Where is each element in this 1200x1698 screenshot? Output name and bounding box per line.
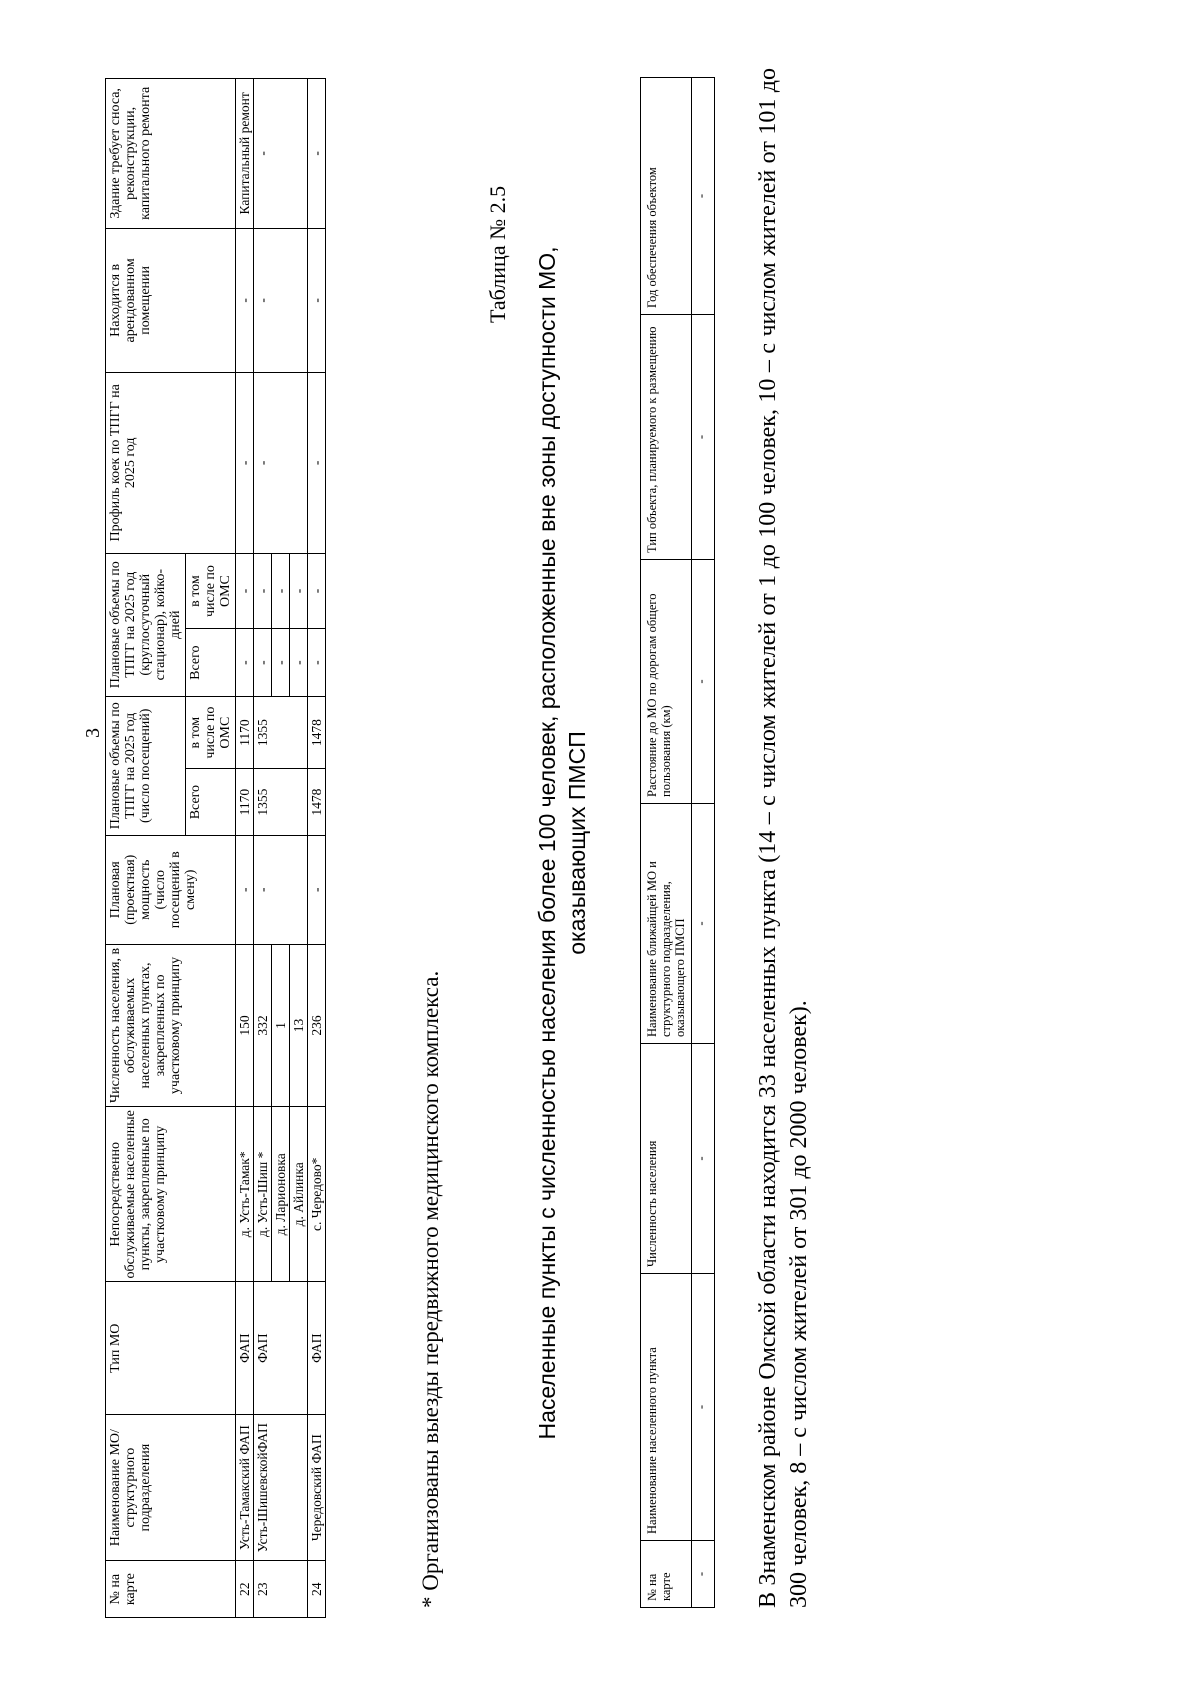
header-rented: Находится в арендованном помещении bbox=[106, 228, 236, 372]
table-header-row bbox=[106, 79, 186, 1618]
cell-distance: - bbox=[692, 560, 715, 804]
cell-capacity: - bbox=[308, 835, 326, 944]
cell-settlement-name: - bbox=[692, 1274, 715, 1541]
cell-population: 13 bbox=[290, 944, 308, 1106]
header-name: Наименование МО/структурного подразделения bbox=[106, 1414, 236, 1560]
cell-population: 332 bbox=[254, 944, 272, 1106]
header-distance: Расстояние до МО по дорогам общего пользования (км) bbox=[641, 560, 692, 804]
settlements-outside-zone-table bbox=[640, 77, 715, 1608]
cell-beds-oms: - bbox=[272, 553, 290, 629]
header-visits-oms: в том числе по ОМС bbox=[186, 696, 236, 769]
header-settlement-name: Наименование населенного пункта bbox=[641, 1274, 692, 1541]
cell-profile: - bbox=[236, 373, 254, 554]
cell-year: - bbox=[692, 78, 715, 315]
cell-settlement: с. Чередово* bbox=[308, 1107, 326, 1282]
cell-visits-total: 1355 bbox=[254, 769, 308, 835]
cell-beds-oms: - bbox=[236, 553, 254, 629]
cell-num: - bbox=[692, 1541, 715, 1608]
cell-population: 1 bbox=[272, 944, 290, 1106]
cell-population: 150 bbox=[236, 944, 254, 1106]
cell-visits-oms: 1355 bbox=[254, 696, 308, 769]
table-caption: Таблица № 2.5 bbox=[485, 185, 510, 323]
header-tpgg-beds: Плановые объемы по ТПГГ на 2025 год (круглосуточный стационар), койко-дней bbox=[106, 553, 186, 696]
table-row bbox=[308, 79, 326, 1618]
header-num: № на карте bbox=[106, 1561, 236, 1618]
cell-num: 22 bbox=[236, 1561, 254, 1618]
header-tpgg-visits: Плановые объемы по ТПГГ на 2025 год (число посещений) bbox=[106, 696, 186, 835]
cell-beds-total: - bbox=[254, 629, 272, 696]
table-header-row bbox=[641, 78, 692, 1608]
cell-visits-total: 1170 bbox=[236, 769, 254, 835]
cell-profile: - bbox=[254, 373, 308, 554]
section-heading bbox=[532, 78, 592, 1608]
table-row bbox=[254, 79, 272, 1618]
cell-visits-oms: 1170 bbox=[236, 696, 254, 769]
header-building: Здание требует сноса, реконструкции, капитального ремонта bbox=[106, 79, 236, 229]
cell-type: ФАП bbox=[236, 1282, 254, 1415]
cell-beds-oms: - bbox=[290, 553, 308, 629]
cell-building: - bbox=[308, 79, 326, 229]
cell-name: Усть-ШишевскойФАП bbox=[254, 1414, 308, 1560]
cell-num: 23 bbox=[254, 1561, 308, 1618]
header-type: Тип МО bbox=[106, 1282, 236, 1415]
header-nearest-mo: Наименование ближайщей МО и структурного подразделения, оказывающего ПМСП bbox=[641, 804, 692, 1044]
cell-object-type: - bbox=[692, 315, 715, 560]
cell-beds-total: - bbox=[236, 629, 254, 696]
page-number: 3 bbox=[82, 728, 104, 738]
header-visits-total: Всего bbox=[186, 769, 236, 835]
facilities-table bbox=[105, 78, 326, 1618]
cell-name: Чередовский ФАП bbox=[308, 1414, 326, 1560]
cell-settlement: д. Усть-Шиш * bbox=[254, 1107, 272, 1282]
cell-beds-total: - bbox=[272, 629, 290, 696]
header-year: Год обеспечения объектом bbox=[641, 78, 692, 315]
cell-building: - bbox=[254, 79, 308, 229]
cell-beds-oms: - bbox=[254, 553, 272, 629]
header-population: Численность населения, в обслуживаемых населенных пунктах, закрепленных по участковому принципу bbox=[106, 944, 236, 1106]
cell-population: - bbox=[692, 1044, 715, 1274]
cell-rented: - bbox=[236, 228, 254, 372]
cell-num: 24 bbox=[308, 1561, 326, 1618]
cell-beds-total: - bbox=[290, 629, 308, 696]
cell-building: Капитальный ремонт bbox=[236, 79, 254, 229]
cell-rented: - bbox=[254, 228, 308, 372]
footnote: * Организованы выезды передвижного медицинского комплекса. bbox=[418, 970, 443, 1608]
cell-nearest-mo: - bbox=[692, 804, 715, 1044]
cell-settlement: д. Ларионовка bbox=[272, 1107, 290, 1282]
header-beds-oms: в том числе по ОМС bbox=[186, 553, 236, 629]
cell-capacity: - bbox=[236, 835, 254, 944]
cell-rented: - bbox=[308, 228, 326, 372]
cell-capacity: - bbox=[254, 835, 308, 944]
cell-visits-total: 1478 bbox=[308, 769, 326, 835]
header-population: Численность населения bbox=[641, 1044, 692, 1274]
cell-name: Усть-Тамакский ФАП bbox=[236, 1414, 254, 1560]
cell-type: ФАП bbox=[254, 1282, 308, 1415]
header-beds-total: Всего bbox=[186, 629, 236, 696]
cell-profile: - bbox=[308, 373, 326, 554]
cell-population: 236 bbox=[308, 944, 326, 1106]
header-bed-profile: Профиль коек по ТПГГ на 2025 год bbox=[106, 373, 236, 554]
table-row bbox=[236, 79, 254, 1618]
cell-settlement: д. Айлинка bbox=[290, 1107, 308, 1282]
cell-settlement: д. Усть-Тамак* bbox=[236, 1107, 254, 1282]
header-settlements: Непосредственно обслуживаемые населенные пункты, закрепленные по участковому принципу bbox=[106, 1107, 236, 1282]
body-paragraph: В Знаменском районе Омской области находится 33 населенных пункта (14 – с числом жителей от 1 до 100 человек, 10 – с числом жителей от 101 до 300 человек, 8 – с числом жителей от 301 до 2000 человек). bbox=[755, 68, 812, 1608]
heading-line-2: оказывающих ПМСП bbox=[564, 731, 590, 955]
cell-beds-oms: - bbox=[308, 553, 326, 629]
cell-beds-total: - bbox=[308, 629, 326, 696]
header-capacity: Плановая (проектная) мощность (число посещений в смену) bbox=[106, 835, 236, 944]
header-object-type: Тип объекта, планируемого к размещению bbox=[641, 315, 692, 560]
cell-type: ФАП bbox=[308, 1282, 326, 1415]
heading-line-1: Населенные пункты с численностью населения более 100 человек, расположенные вне зоны доступности МО, bbox=[534, 246, 560, 1440]
table-row bbox=[692, 78, 715, 1608]
header-num: № на карте bbox=[641, 1541, 692, 1608]
cell-visits-oms: 1478 bbox=[308, 696, 326, 769]
